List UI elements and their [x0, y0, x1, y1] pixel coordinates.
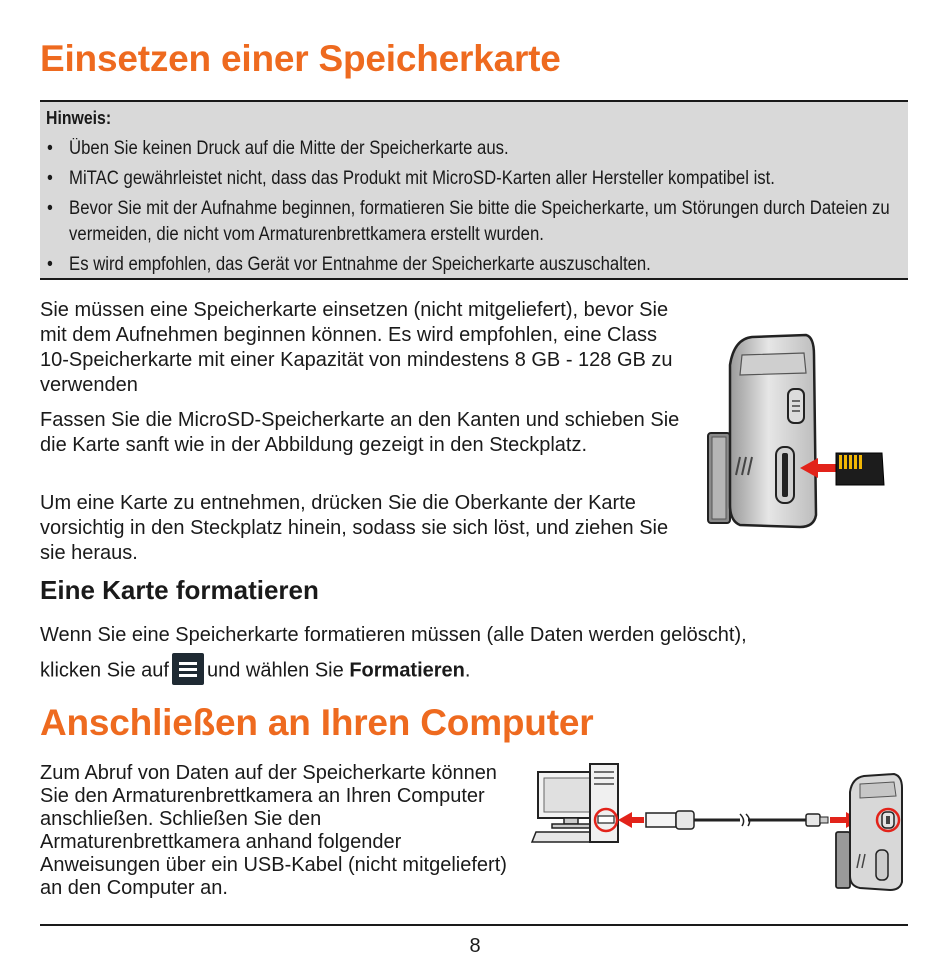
note-box — [40, 100, 908, 280]
note-item: • MiTAC gewährleistet nicht, dass das Produkt mit MicroSD-Karten aller Hersteller kompatibel ist. — [40, 166, 902, 192]
menu-icon — [172, 653, 204, 685]
usb-connection-illustration — [530, 758, 910, 894]
paragraph-card-requirements: Sie müssen eine Speicherkarte einsetzen (nicht mitgeliefert), bevor Sie mit dem Aufnehmen beginnen können. Es wird empfohlen, eine Class 10-Speicherkarte mit einer Kapazität von mindestens 8 GB - 128 GB zu verwenden — [40, 299, 673, 396]
note-item: • Üben Sie keinen Druck auf die Mitte der Speicherkarte aus. — [40, 136, 902, 162]
section-heading-format-card: Eine Karte formatieren — [40, 575, 319, 605]
format-text-end: . — [464, 659, 471, 682]
format-text-pre: klicken Sie auf — [40, 659, 169, 682]
paragraph-format-instructions — [40, 655, 920, 687]
page-number: 8 — [469, 935, 481, 957]
note-item: • Bevor Sie mit der Aufnahme beginnen, formatieren Sie bitte die Speicherkarte, um Störungen durch Dateien zu vermeiden, die nicht vom Armaturenbrettkamera erstellt wurden. — [40, 196, 902, 248]
section-heading-insert-card: Einsetzen einer Speicherkarte — [40, 38, 561, 79]
footer-divider — [40, 924, 908, 926]
format-text-mid: und wählen Sie — [206, 659, 344, 682]
paragraph-insert-instructions: Fassen Sie die MicroSD-Speicherkarte an den Kanten und schieben Sie die Karte sanft wie in der Abbildung gezeigt in den Steckplatz. — [40, 409, 680, 456]
dashcam-illustration — [696, 325, 896, 530]
note-list — [40, 136, 902, 282]
format-option-label: Formatieren — [349, 659, 465, 682]
computer-illustration — [532, 764, 618, 842]
usb-cable-illustration — [646, 811, 828, 829]
paragraph-format-intro: Wenn Sie eine Speicherkarte formatieren müssen (alle Daten werden gelöscht), — [40, 624, 747, 646]
paragraph-connect-instructions: Zum Abruf von Daten auf der Speicherkarte können Sie den Armaturenbrettkamera an Ihren Computer anschließen. Schließen Sie den Armaturenbrettkamera anhand folgender Anweisungen über ein USB-Kabel (nicht mitgeliefert) an den Computer an. — [40, 762, 507, 899]
paragraph-remove-instructions: Um eine Karte zu entnehmen, drücken Sie die Oberkante der Karte vorsichtig in den Steckplatz hinein, sodass sie sich löst, und ziehen Sie sie heraus. — [40, 492, 669, 564]
microsd-card-icon — [836, 453, 884, 485]
note-item: • Es wird empfohlen, das Gerät vor Entnahme der Speicherkarte auszuschalten. — [40, 252, 902, 278]
note-title: Hinweis: — [46, 108, 112, 128]
section-heading-connect-computer: Anschließen an Ihren Computer — [40, 702, 594, 743]
